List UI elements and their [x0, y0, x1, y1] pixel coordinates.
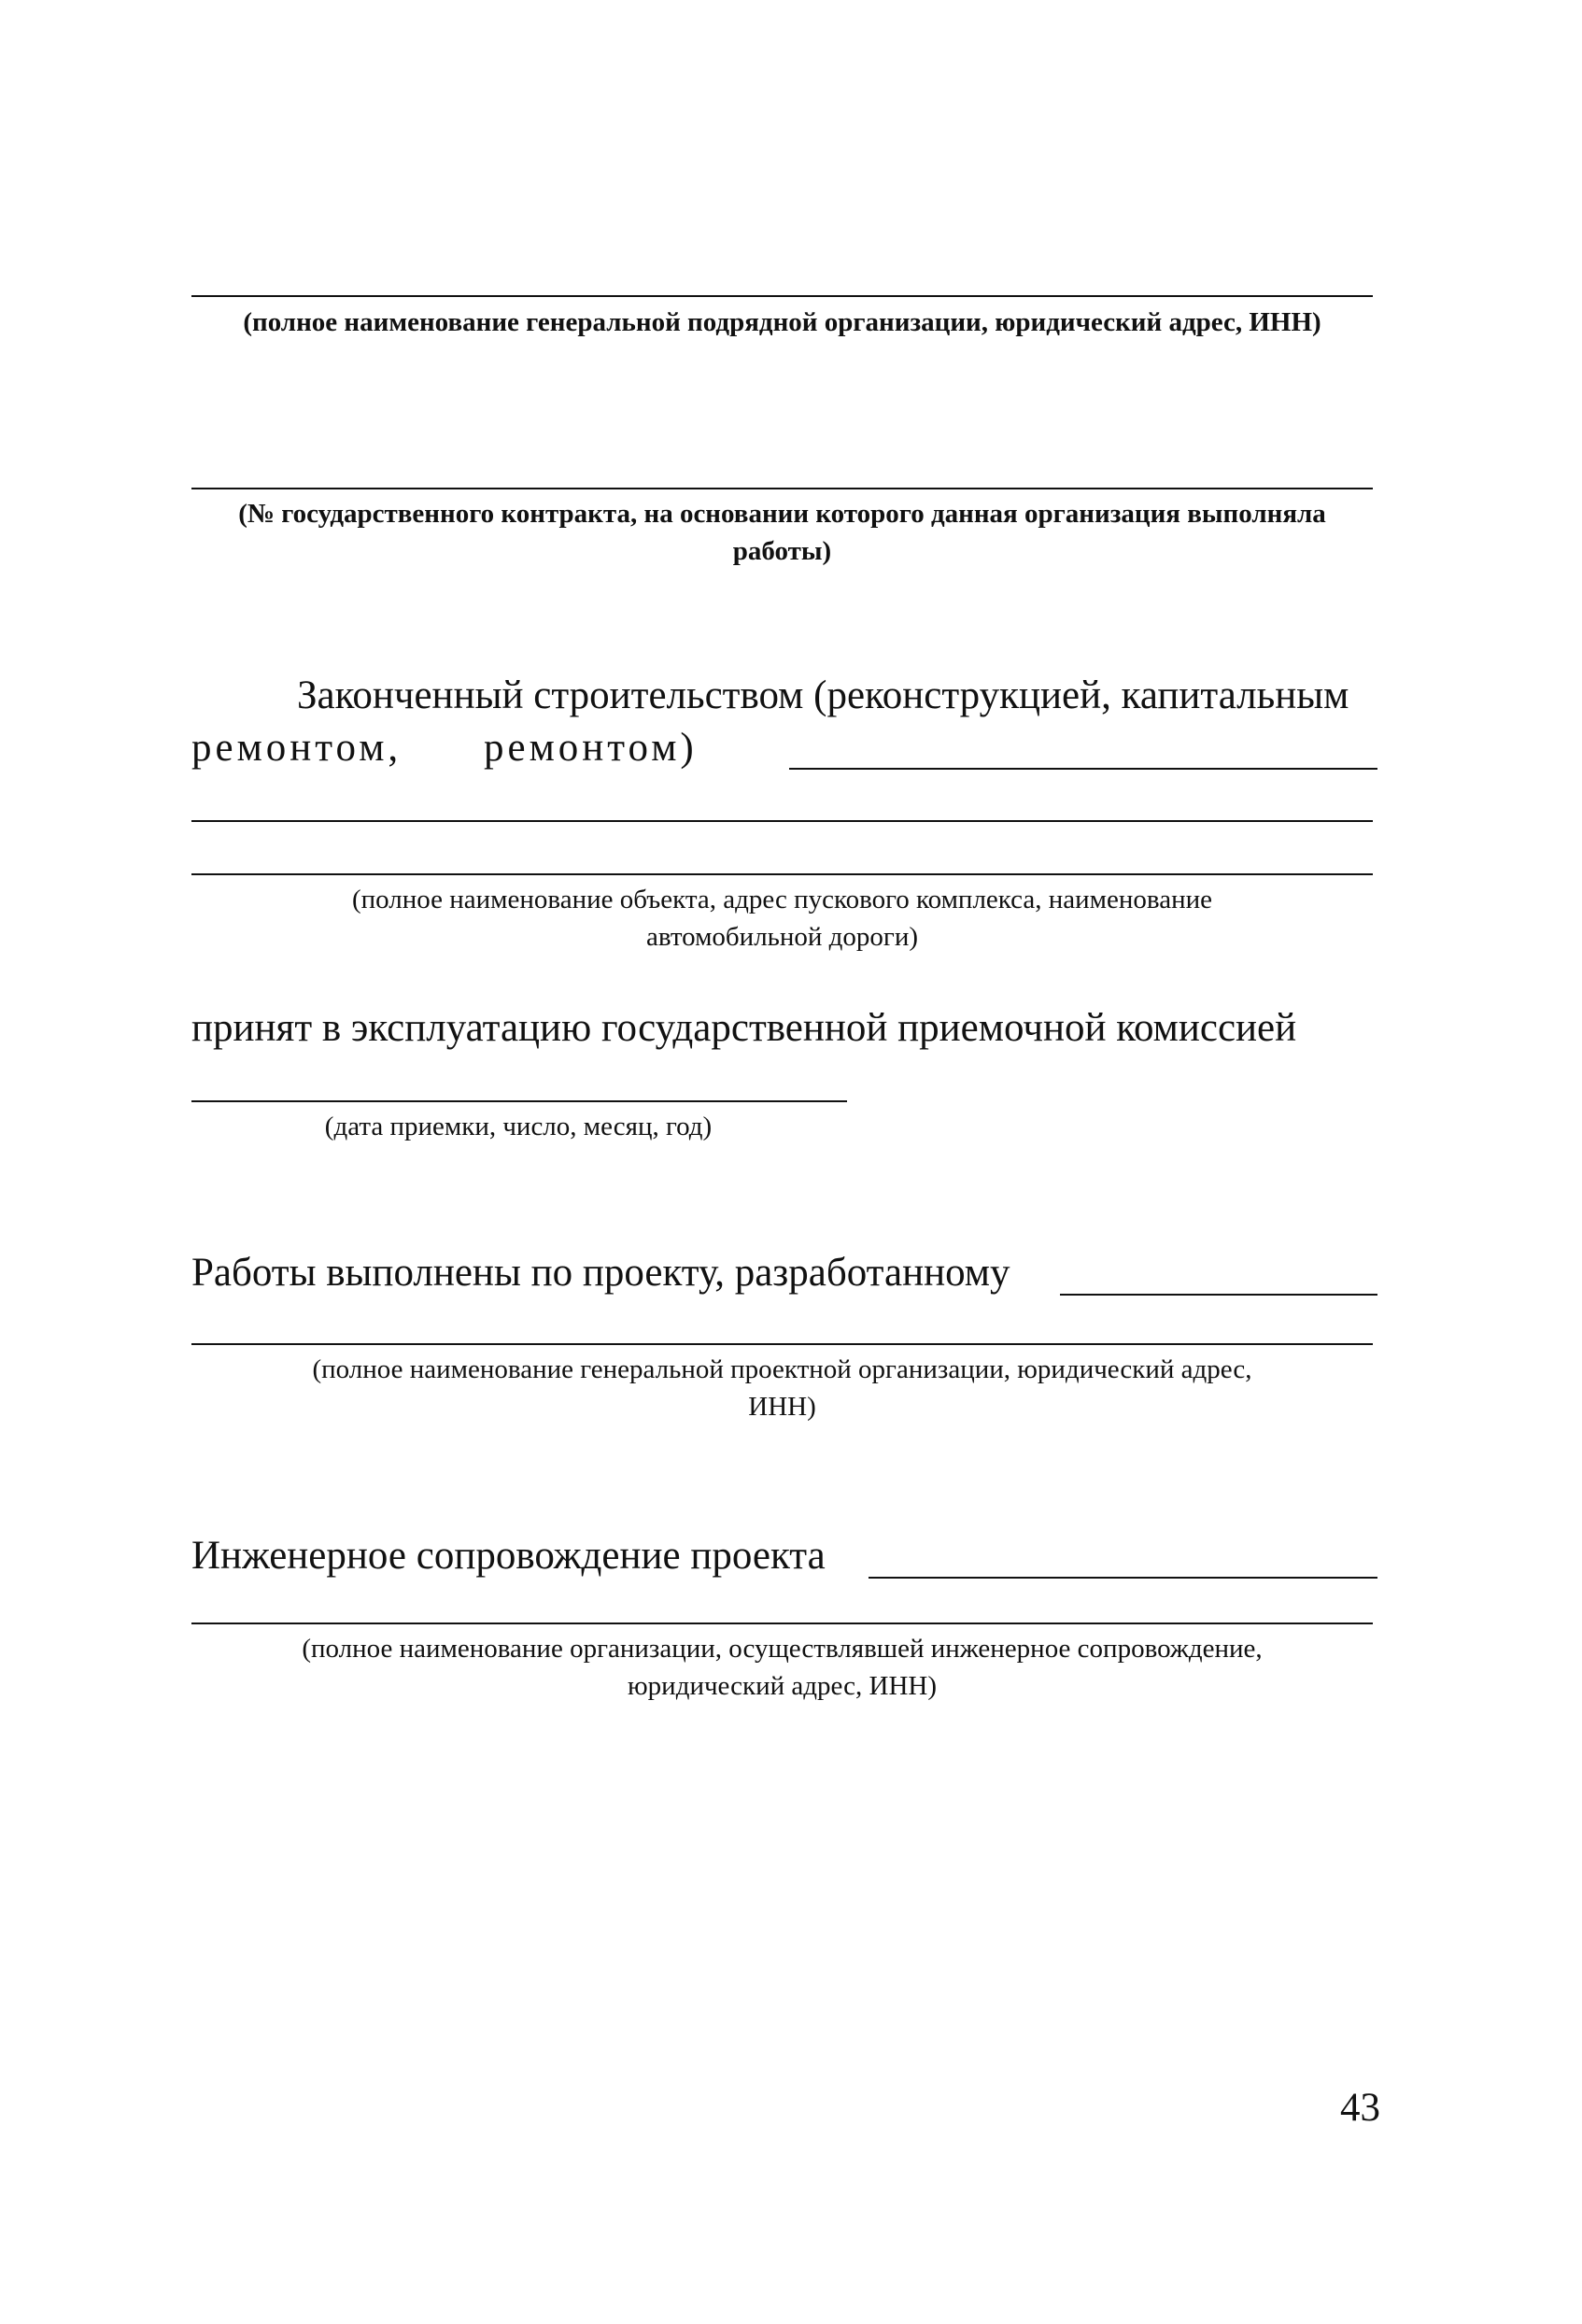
object-intro-line1: Законченный строительством (реконструкцией, капитальным: [297, 673, 1349, 717]
engineering-org-line: [191, 1623, 1373, 1624]
design-text: Работы выполнены по проекту, разработанному: [191, 1251, 1010, 1295]
object-caption-line1: (полное наименование объекта, адрес пускового комплекса, наименование: [351, 885, 1213, 914]
engineering-caption-line2: юридический адрес, ИНН): [628, 1671, 937, 1701]
contractor-name-line: [191, 295, 1373, 297]
page-number: 43: [1340, 2086, 1380, 2130]
object-name-blank: [789, 768, 1377, 770]
engineering-text: Инженерное сопровождение проекта: [191, 1534, 826, 1578]
design-caption-line2: ИНН): [748, 1392, 816, 1422]
contract-caption-line1: (№ государственного контракта, на основании которого данная организация выполняла: [238, 499, 1326, 529]
acceptance-caption: (дата приемки, число, месяц, год): [324, 1112, 713, 1141]
design-caption-line1: (полное наименование генеральной проектной организации, юридический адрес,: [312, 1354, 1252, 1384]
acceptance-date-line: [191, 1100, 847, 1102]
contract-caption-line2: работы): [732, 536, 832, 566]
object-intro-word1: ремонтом,: [191, 726, 403, 770]
contract-number-line: [191, 488, 1373, 489]
object-name-line3: [191, 873, 1373, 875]
design-org-blank: [1060, 1294, 1377, 1296]
contractor-caption: (полное наименование генеральной подрядной организации, юридический адрес, ИНН): [243, 307, 1321, 337]
engineering-org-blank: [869, 1577, 1377, 1579]
acceptance-text: принят в эксплуатацию государственной приемочной комиссией: [191, 1006, 1297, 1050]
object-intro-word2: ремонтом): [484, 726, 698, 770]
design-org-line: [191, 1343, 1373, 1345]
object-name-line2: [191, 820, 1373, 822]
object-caption-line2: автомобильной дороги): [645, 922, 919, 952]
engineering-caption-line1: (полное наименование организации, осуществлявшей инженерное сопровождение,: [302, 1634, 1263, 1664]
